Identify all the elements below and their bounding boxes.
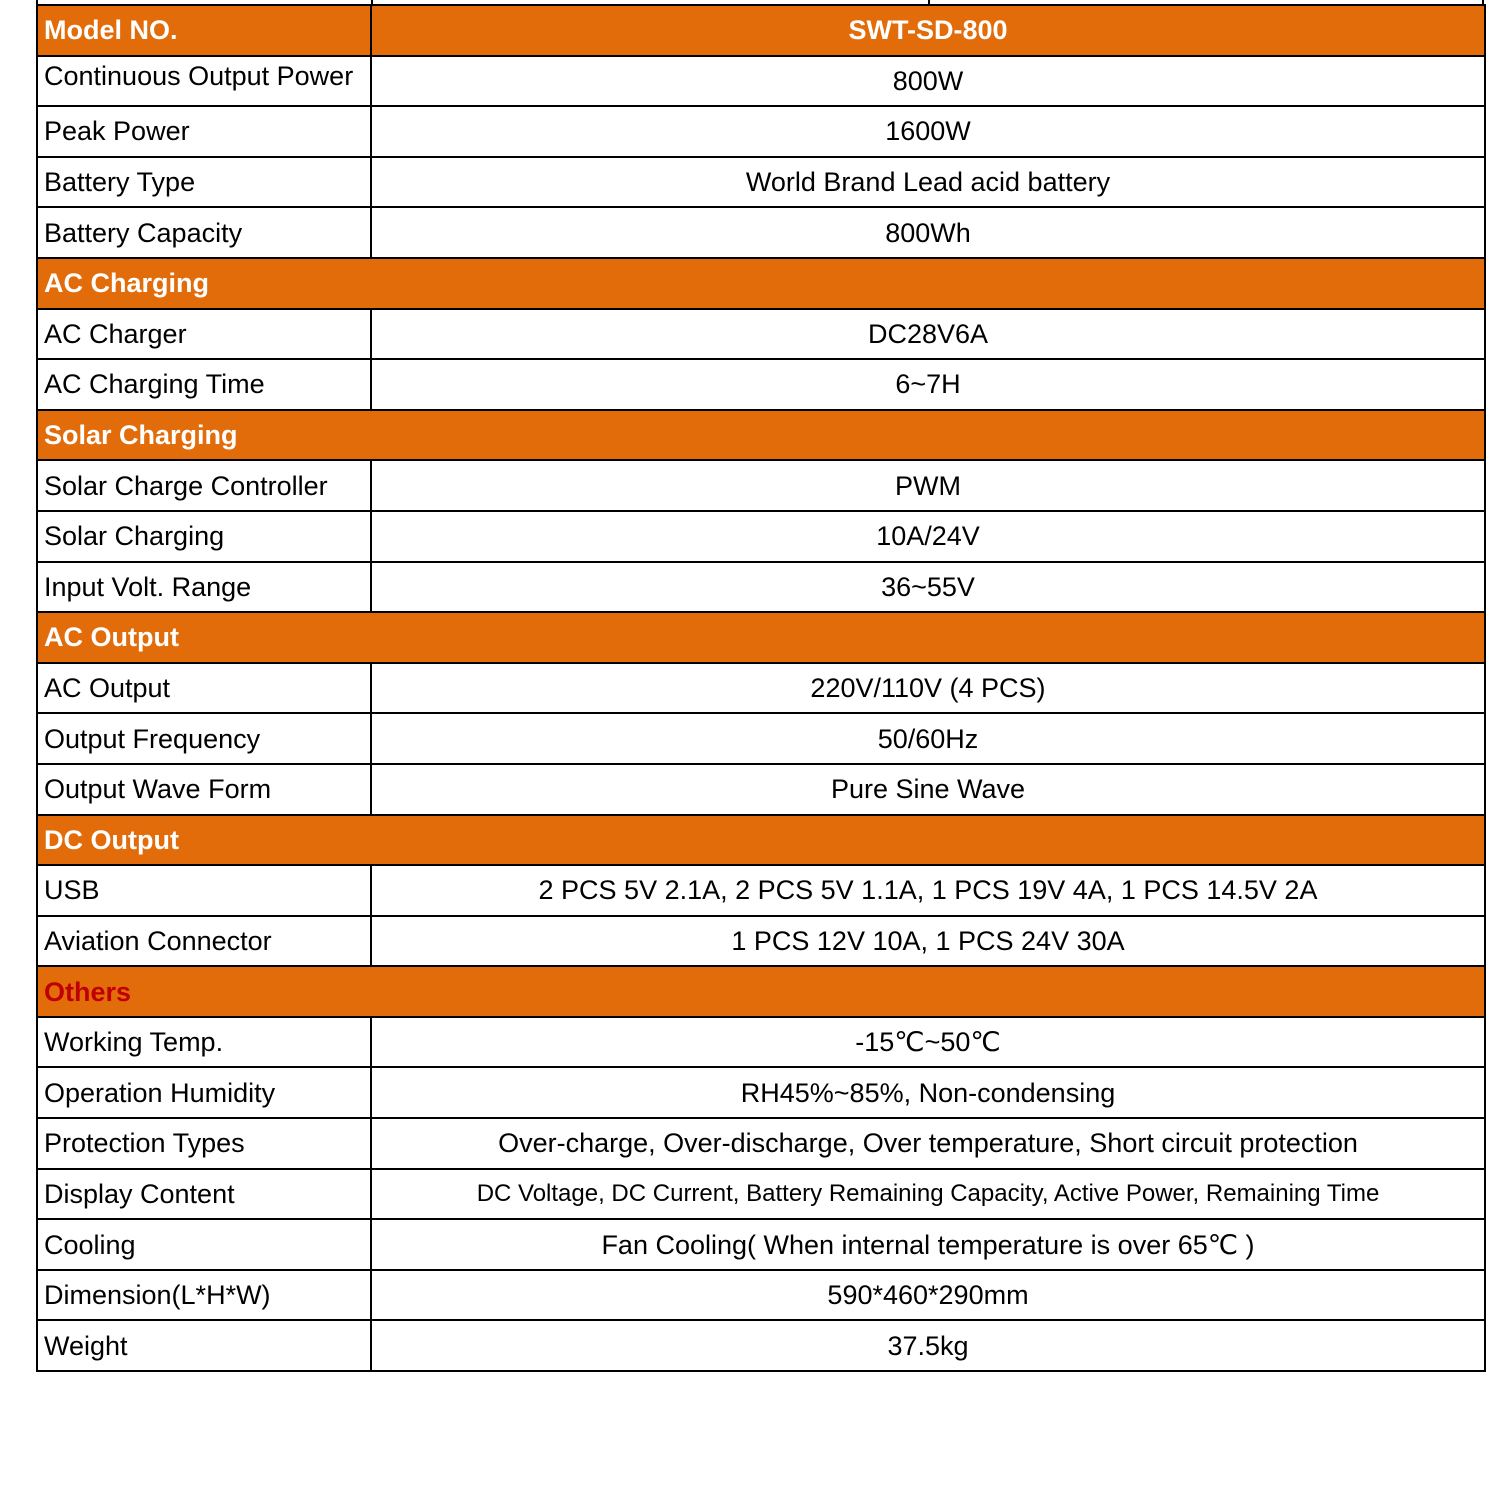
table-row — [37, 562, 1485, 613]
spec-value: 220V/110V (4 PCS) — [371, 663, 1485, 714]
table-row — [37, 1118, 1485, 1169]
spec-value: 590*460*290mm — [371, 1270, 1485, 1321]
model-label: Model NO. — [37, 5, 371, 56]
spec-value: 37.5kg — [371, 1320, 1485, 1371]
spec-label: AC Charger — [37, 309, 371, 360]
spec-label: Working Temp. — [37, 1017, 371, 1068]
spec-label: Peak Power — [37, 106, 371, 157]
spec-value: 2 PCS 5V 2.1A, 2 PCS 5V 1.1A, 1 PCS 19V 4A, 1 PCS 14.5V 2A — [371, 865, 1485, 916]
table-row — [37, 916, 1485, 967]
table-row — [37, 106, 1485, 157]
spec-label: Output Frequency — [37, 713, 371, 764]
section-title: AC Charging — [37, 258, 1485, 309]
spec-value: 6~7H — [371, 359, 1485, 410]
spec-value: 10A/24V — [371, 511, 1485, 562]
spec-label: Aviation Connector — [37, 916, 371, 967]
table-row — [37, 865, 1485, 916]
table-row — [37, 1320, 1485, 1371]
table-row — [37, 309, 1485, 360]
spec-value: Pure Sine Wave — [371, 764, 1485, 815]
spec-label: Battery Capacity — [37, 207, 371, 258]
table-row — [37, 359, 1485, 410]
section-title: DC Output — [37, 815, 1485, 866]
table-row — [37, 157, 1485, 208]
spec-label: Protection Types — [37, 1118, 371, 1169]
table-row — [37, 207, 1485, 258]
table-row — [37, 1017, 1485, 1068]
spec-value: DC28V6A — [371, 309, 1485, 360]
table-row — [37, 511, 1485, 562]
section-header-others — [37, 966, 1485, 1017]
spec-label: Display Content — [37, 1169, 371, 1220]
spec-label: Cooling — [37, 1219, 371, 1270]
spec-value: Over-charge, Over-discharge, Over temperature, Short circuit protection — [371, 1118, 1485, 1169]
spec-value: 800Wh — [371, 207, 1485, 258]
spec-label: Solar Charging — [37, 511, 371, 562]
section-title: Solar Charging — [37, 410, 1485, 461]
spec-label: AC Output — [37, 663, 371, 714]
table-row — [37, 663, 1485, 714]
spec-value: 50/60Hz — [371, 713, 1485, 764]
spec-label: Operation Humidity — [37, 1067, 371, 1118]
spec-value: 36~55V — [371, 562, 1485, 613]
table-row — [37, 1067, 1485, 1118]
spec-label: Solar Charge Controller — [37, 460, 371, 511]
spec-label: AC Charging Time — [37, 359, 371, 410]
section-title: AC Output — [37, 612, 1485, 663]
spec-label — [37, 56, 371, 107]
section-header-ac-output — [37, 612, 1485, 663]
table-row — [37, 764, 1485, 815]
spec-label: Battery Type — [37, 157, 371, 208]
section-header-dc-output — [37, 815, 1485, 866]
section-header-ac-charging — [37, 258, 1485, 309]
spec-value: -15℃~50℃ — [371, 1017, 1485, 1068]
table-row — [37, 1169, 1485, 1220]
spec-label: Weight — [37, 1320, 371, 1371]
spec-value: 800W — [371, 56, 1485, 107]
table-row — [37, 460, 1485, 511]
continuous-output-power-label: Continuous Output Power — [44, 61, 354, 92]
spec-value: 1 PCS 12V 10A, 1 PCS 24V 30A — [371, 916, 1485, 967]
spec-table — [36, 4, 1486, 1372]
spec-label: USB — [37, 865, 371, 916]
spec-value: DC Voltage, DC Current, Battery Remaining Capacity, Active Power, Remaining Time — [371, 1169, 1485, 1220]
spec-label: Input Volt. Range — [37, 562, 371, 613]
section-header-solar-charging — [37, 410, 1485, 461]
table-row — [37, 56, 1485, 107]
spec-value: World Brand Lead acid battery — [371, 157, 1485, 208]
table-row — [37, 713, 1485, 764]
model-value: SWT-SD-800 — [371, 5, 1485, 56]
spec-value: RH45%~85%, Non-condensing — [371, 1067, 1485, 1118]
spec-label: Dimension(L*H*W) — [37, 1270, 371, 1321]
spec-label: Output Wave Form — [37, 764, 371, 815]
spec-value: Fan Cooling( When internal temperature is over 65℃ ) — [371, 1219, 1485, 1270]
spec-value: PWM — [371, 460, 1485, 511]
model-header-row — [37, 5, 1485, 56]
table-row — [37, 1270, 1485, 1321]
section-title: Others — [37, 966, 1485, 1017]
spec-value: 1600W — [371, 106, 1485, 157]
table-row — [37, 1219, 1485, 1270]
